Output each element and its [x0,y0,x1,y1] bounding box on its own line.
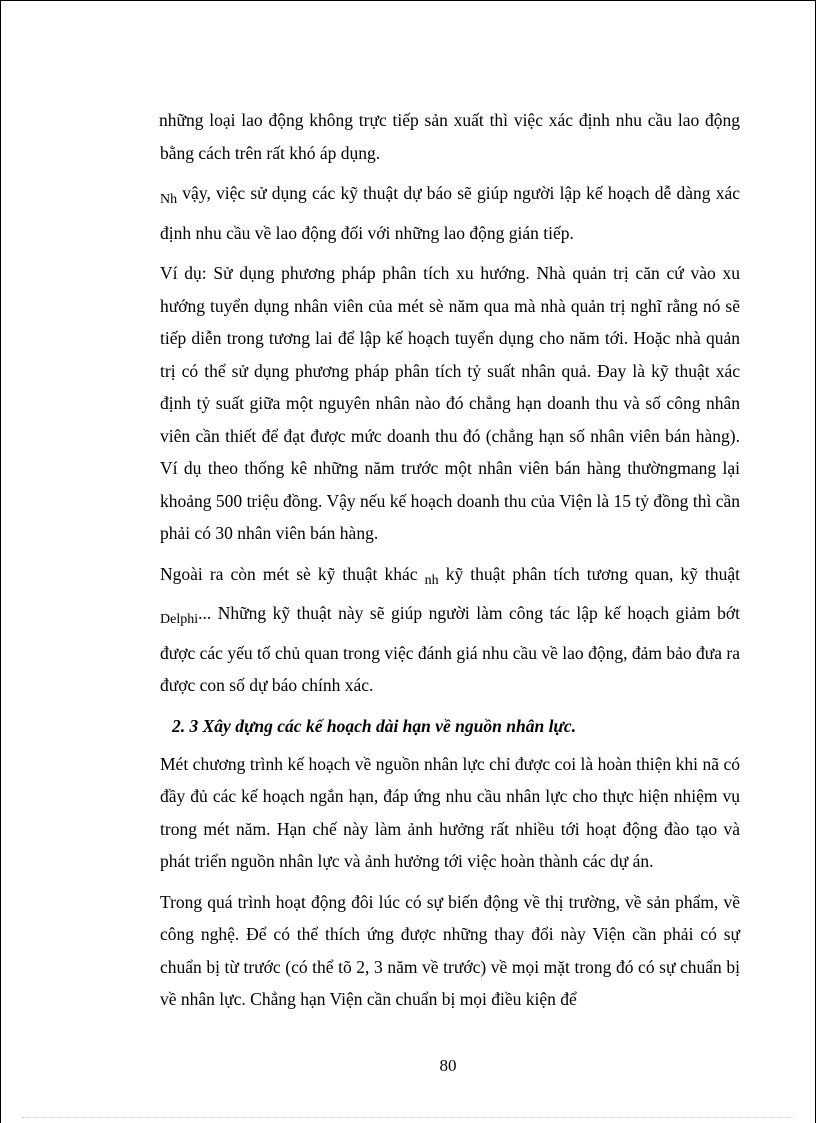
bottom-dotted-rule [22,1117,794,1118]
paragraph-4 [160,558,740,702]
page-top-border [0,0,816,1]
paragraph-6-text: Trong quá trình hoạt động đôi lúc có sự biến động về thị trường, về sản phẩm, về công nghệ. Để có thể thích ứng được những thay đổi này Viện cần phải có sự chuẩn bị từ trước (có thể tõ 2, 3 năm về trước) về mọi mặt trong đó có sự chuẩn bị về nhân lực. Chẳng hạn Viện cần chuẩn bị mọi điều kiện để [160,891,740,1009]
paragraph-6 [160,886,740,1016]
paragraph-5 [160,748,740,878]
page-body [160,104,740,1024]
paragraph-2-text: vậy, việc sử dụng các kỹ thuật dự báo sẽ giúp người lập kế hoạch dễ dàng xác định nhu cầu về lao động đối với những lao động gián tiếp. [160,183,740,243]
paragraph-3 [160,257,740,550]
paragraph-4-part2: kỹ thuật phân tích tương quan, kỹ thuật [438,563,740,584]
page-number: 80 [439,1056,457,1075]
paragraph-5-text: Mét chương trình kế hoạch về nguồn nhân lực chỉ được coi là hoàn thiện khi nã có đầy đủ các kế hoạch ngắn hạn, đáp ứng nhu cầu nhân lực cho thực hiện nhiệm vụ trong mét năm. Hạn chế này làm ảnh hưởng rất nhiều tới hoạt động đào tạo và phát triển nguồn nhân lực và ảnh hưởng tới việc hoàn thành các dự án. [160,753,740,871]
paragraph-4-part1: Ngoài ra còn mét sè kỹ thuật khác [160,563,425,584]
paragraph-1-text: những loại lao động không trực tiếp sản xuất thì việc xác định nhu cầu lao động bằng cách trên rất khó áp dụng. [159,110,740,163]
paragraph-4-fragment2: Delphi [160,612,199,627]
paragraph-4-fragment1: nh [424,572,439,588]
paragraph-2 [160,177,740,249]
paragraph-2-lead-fragment: Nh [160,192,178,207]
paragraph-1 [160,104,740,169]
paragraph-4-part3: ... Những kỹ thuật này sẽ giúp người làm công tác lập kế hoạch giảm bớt được các yếu tố chủ quan trong việc đánh giá nhu cầu về lao động, đảm bảo đưa ra được con số dự báo chính xác. [160,603,740,695]
paragraph-3-text: Ví dụ: Sử dụng phương pháp phân tích xu hướng. Nhà quản trị căn cứ vào xu hướng tuyển dụng nhân viên của mét sè năm qua mà nhà quản trị nghĩ rằng nó sẽ tiếp diễn trong tương lai để lập kế hoạch tuyển dụng cho năm tới. Hoặc nhà quản trị có thể sử dụng phương pháp phân tích tỷ suất nhân quả. Đay là kỹ thuật xác định tỷ suất giữa một nguyên nhân nào đó chẳng hạn doanh thu và số công nhân viên cần thiết để đạt được mức doanh thu đó (chẳng hạn số nhân viên bán hàng). Ví dụ theo thống kê những năm trước một nhân viên bán hàng thườngmang lại khoảng 500 triệu đồng. Vậy nếu kế hoạch doanh thu của Viện là 15 tỷ đồng thì cần phải có 30 nhân viên bán hàng. [160,263,740,543]
page-left-border [0,0,1,1123]
section-heading: 2. 3 Xây dựng các kế hoạch dài hạn về nguồn nhân lực. [172,715,577,736]
